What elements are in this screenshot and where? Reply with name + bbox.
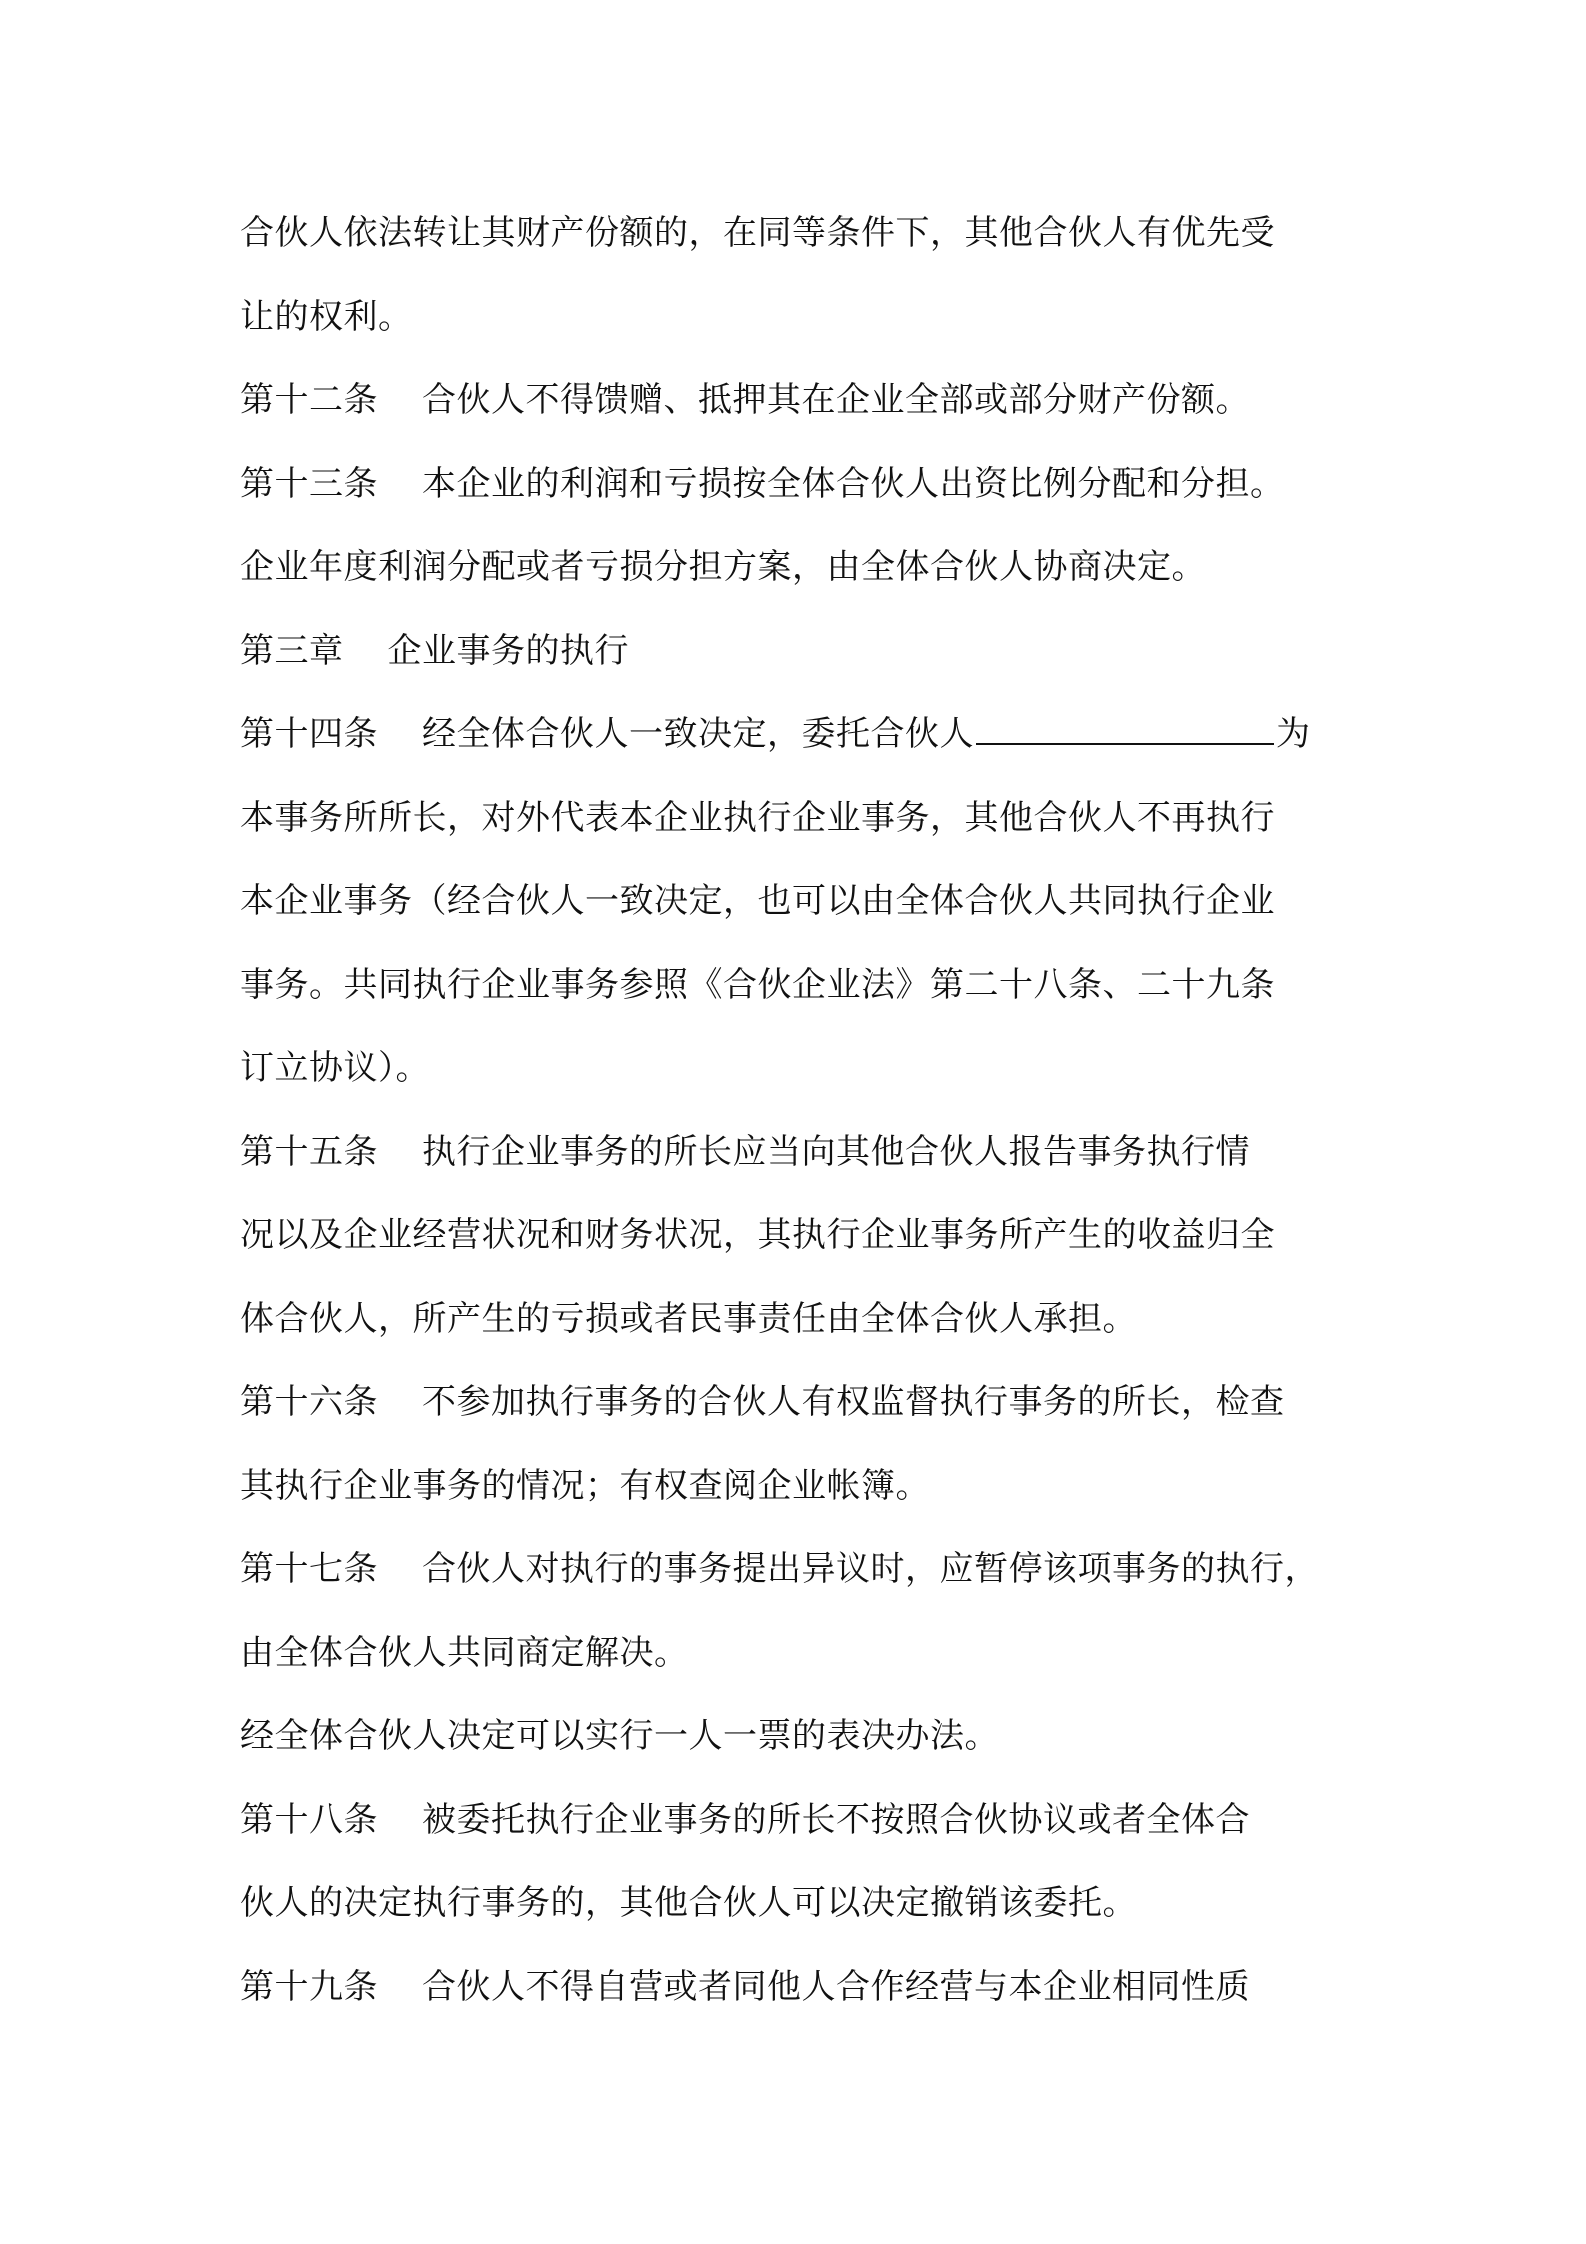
article-text: 执行企业事务的所长应当向其他合伙人报告事务执行情 [422,1131,1250,1172]
article-19-line [240,1946,1370,2030]
text-line: 事务。共同执行企业事务参照《合伙企业法》第二十八条、二十九条 [240,964,1275,1005]
article-15-line [240,1111,1370,1195]
article-label: 第十六条 [240,1382,378,1422]
article-label: 第十五条 [240,1131,378,1172]
chapter-3-heading [240,610,1370,694]
article-label: 第十四条 [240,714,378,754]
article-text-after-blank: 为 [1276,714,1311,754]
article-label: 第十七条 [240,1549,378,1589]
article-label: 第十八条 [240,1799,378,1840]
text-line: 经全体合伙人决定可以实行一人一票的表决办法。 [240,1716,999,1756]
text-line: 企业年度利润分配或者亏损分担方案，由全体合伙人协商决定。 [240,547,1206,587]
article-text: 本企业的利润和亏损按全体合伙人出资比例分配和分担。 [422,463,1285,504]
article-text: 被委托执行企业事务的所长不按照合伙协议或者全体合 [422,1799,1250,1840]
text-line: 合伙人依法转让其财产份额的，在同等条件下，其他合伙人有优先受 [240,213,1275,253]
document-body [240,192,1370,2029]
text-line: 其执行企业事务的情况；有权查阅企业帐簿。 [240,1465,930,1506]
article-14-line [240,693,1370,777]
text-line: 本事务所所长，对外代表本企业执行企业事务，其他合伙人不再执行 [240,797,1275,838]
article-text: 合伙人不得馈赠、抵押其在企业全部或部分财产份额。 [422,380,1250,420]
article-text: 经全体合伙人一致决定，委托合伙人 [422,714,974,754]
chapter-title: 企业事务的执行 [387,630,629,671]
text-line: 本企业事务（经合伙人一致决定，也可以由全体合伙人共同执行企业 [240,881,1275,921]
article-12-line [240,359,1370,443]
article-label: 第十三条 [240,463,378,504]
article-16-line [240,1361,1370,1445]
text-line: 伙人的决定执行事务的，其他合伙人可以决定撤销该委托。 [240,1883,1137,1923]
blank-underline [976,715,1274,745]
text-line: 体合伙人，所产生的亏损或者民事责任由全体合伙人承担。 [240,1298,1137,1339]
article-text: 合伙人不得自营或者同他人合作经营与本企业相同性质 [422,1966,1250,2007]
article-18-line [240,1779,1370,1863]
article-label: 第十九条 [240,1966,378,2007]
article-text: 不参加执行事务的合伙人有权监督执行事务的所长，检查 [422,1382,1285,1422]
chapter-label: 第三章 [240,630,344,671]
text-line: 况以及企业经营状况和财务状况，其执行企业事务所产生的收益归全 [240,1215,1275,1255]
article-label: 第十二条 [240,380,378,420]
article-17-line [240,1528,1370,1612]
text-line: 由全体合伙人共同商定解决。 [240,1632,689,1673]
text-line: 让的权利。 [240,296,413,337]
article-13-line [240,443,1370,527]
article-text: 合伙人对执行的事务提出异议时，应暂停该项事务的执行， [422,1549,1319,1589]
text-line: 订立协议）。 [240,1048,430,1088]
